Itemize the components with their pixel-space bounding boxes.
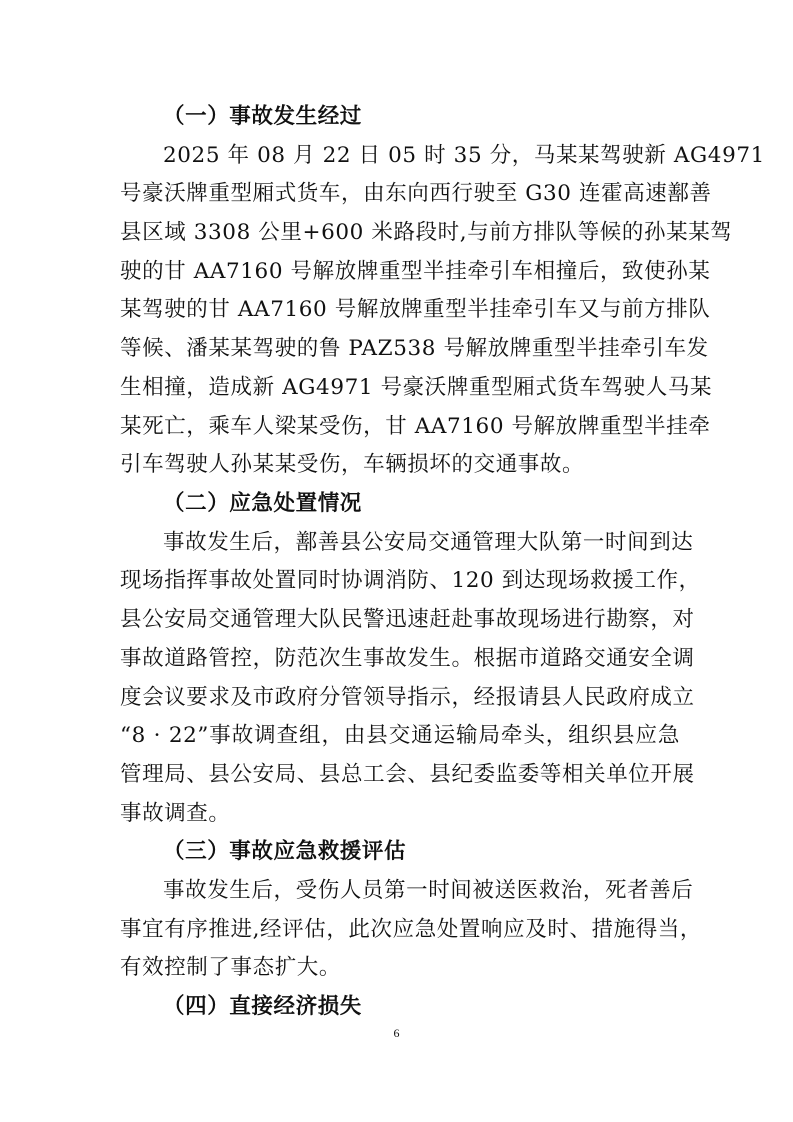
paragraph-line: 事故发生后，鄯善县公安局交通管理大队第一时间到达 [163,530,694,555]
paragraph-line: 事故发生后，受伤人员第一时间被送医救治，死者善后 [163,878,694,903]
paragraph-line: 事故道路管控，防范次生事故发生。根据市道路交通安全调 [120,646,695,671]
section-heading-1: （一）事故发生经过 [163,104,362,129]
paragraph-line: 生相撞，造成新 AG4971 号豪沃牌重型厢式货车驾驶人马某 [120,375,713,400]
paragraph-line: 驶的甘 AA7160 号解放牌重型半挂牵引车相撞后，致使孙某 [120,259,711,284]
page-number: 6 [393,1026,400,1040]
paragraph-line: 县公安局交通管理大队民警迅速赶赴事故现场进行勘察，对 [120,607,695,632]
paragraph-line: 管理局、县公安局、县总工会、县纪委监委等相关单位开展 [120,762,695,787]
paragraph-line: 现场指挥事故处置同时协调消防、120 到达现场救援工作， [120,568,701,593]
paragraph-line: 度会议要求及市政府分管领导指示，经报请县人民政府成立 [120,685,695,710]
section-heading-4: （四）直接经济损失 [163,994,362,1019]
paragraph-line: 2025 年 08 月 22 日 05 时 35 分，马某某驾驶新 AG4971 [163,143,765,168]
paragraph-line-last: 引车驾驶人孙某某受伤，车辆损坏的交通事故。 [120,452,585,477]
section-heading-3: （三）事故应急救援评估 [163,839,407,864]
section-heading-2: （二）应急处置情况 [163,491,362,516]
paragraph-line: 某驾驶的甘 AA7160 号解放牌重型半挂牵引车又与前方排队 [120,297,711,322]
paragraph-line: 事宜有序推进,经评估，此次应急处置响应及时、措施得当， [120,917,703,942]
paragraph-line: 某死亡，乘车人梁某受伤，甘 AA7160 号解放牌重型半挂牵 [120,414,711,439]
paragraph-line: 等候、潘某某驾驶的鲁 PAZ538 号解放牌重型半挂牵引车发 [120,336,709,361]
paragraph-line: “8 · 22”事故调查组，由县交通运输局牵头，组织县应急 [120,723,680,748]
paragraph-line: 号豪沃牌重型厢式货车，由东向西行驶至 G30 连霍高速鄯善 [120,181,712,206]
paragraph-line-last: 有效控制了事态扩大。 [120,955,342,980]
paragraph-line: 县区域 3308 公里+600 米路段时,与前方排队等候的孙某某驾 [120,220,733,245]
paragraph-line-last: 事故调查。 [120,801,231,826]
